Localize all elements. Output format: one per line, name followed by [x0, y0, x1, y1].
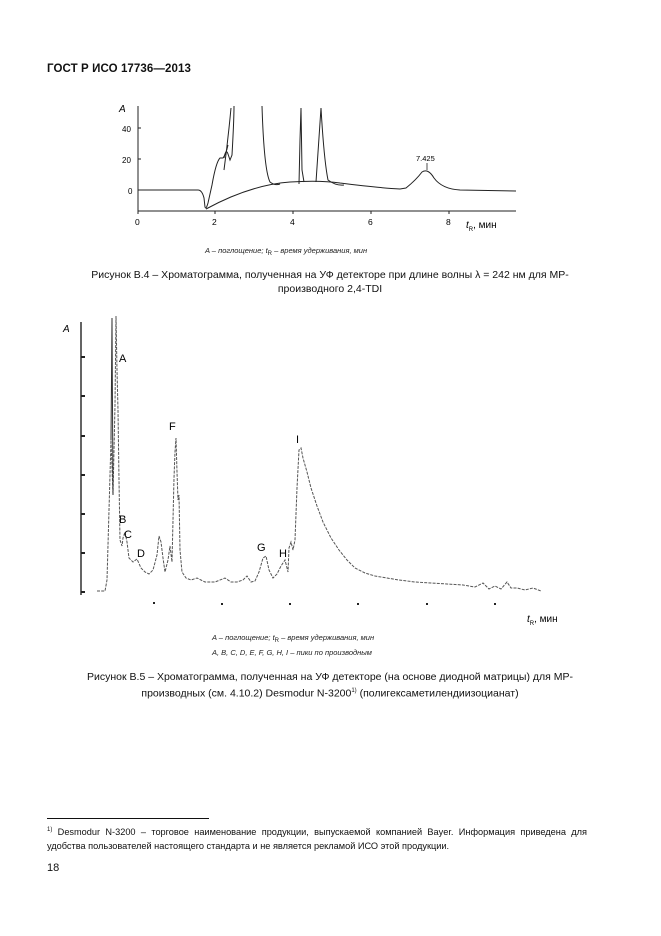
b5-peak-label-f: F — [169, 421, 176, 433]
b4-peak-label: 7.425 — [416, 154, 435, 163]
b5-peak-label-b: B — [119, 514, 127, 526]
b4-y-axis-label: A — [119, 104, 126, 115]
b4-x-tick: 4 — [290, 217, 295, 227]
b5-legend-line2: A, B, C, D, E, F, G, H, I – пики по производным — [212, 648, 372, 657]
b4-x-tick: 6 — [368, 217, 373, 227]
page-number: 18 — [47, 862, 60, 874]
b4-legend: A – поглощение; $t_R$ – время удерживания, мин — [205, 246, 368, 257]
b5-peak-label-d: D — [137, 548, 145, 560]
b4-peak-4 — [316, 108, 344, 185]
b4-x-tick: 8 — [446, 217, 451, 227]
b5-y-axis-label: A — [63, 324, 70, 335]
b4-trace-start — [138, 145, 228, 208]
figure-b4-caption: Рисунок В.4 – Хроматограмма, полученная на УФ детекторе при длине волны λ = 242 нм для МР- производного 2,4-TDI — [91, 269, 569, 295]
footnote: $^{1)}$ Desmodur N-3200 – торговое наименование продукции, выпускаемой компанией Bayer. Информация приведена для удобства пользователей настоящего стандарта и не является рекламой ИСО этой продукции. — [47, 827, 587, 852]
b4-x-tick: 2 — [212, 217, 217, 227]
b4-x-tick: 0 — [135, 217, 140, 227]
b4-y-tick: 40 — [122, 125, 131, 134]
footnote-separator — [47, 818, 209, 819]
b5-legend-line1: A – поглощение; $t_R$ – время удерживания, мин — [212, 633, 375, 644]
b5-peak-label-a: A — [119, 353, 127, 365]
figure-b4-chromatogram — [100, 100, 530, 240]
b4-x-axis-label: $t_R$, мин — [466, 220, 497, 233]
b5-peak-label-i: I — [296, 434, 300, 446]
document-header: ГОСТ Р ИСО 17736—2013 — [47, 63, 192, 75]
b5-peak-label-c: C — [124, 529, 132, 541]
b4-main-trace — [206, 171, 516, 209]
b5-peak-label-h: H — [279, 548, 287, 560]
figure-b5-chromatogram — [55, 310, 585, 630]
b4-peak-2 — [262, 106, 280, 185]
b4-peak-3 — [299, 108, 304, 184]
b5-main-trace — [97, 316, 541, 591]
b4-y-tick: 0 — [128, 187, 133, 196]
b5-x-axis-label: $t_R$, мин — [527, 614, 558, 627]
b4-y-tick: 20 — [122, 156, 131, 165]
figure-b5-caption: Рисунок В.5 – Хроматограмма, полученная на УФ детекторе (на основе диодной матрицы) для МР- производных (см. 4.10.2) Desmodur N-3200$^{1)}$ (полигексаметилендиизоцианат) — [87, 671, 573, 700]
b5-peak-label-g: G — [257, 542, 266, 554]
